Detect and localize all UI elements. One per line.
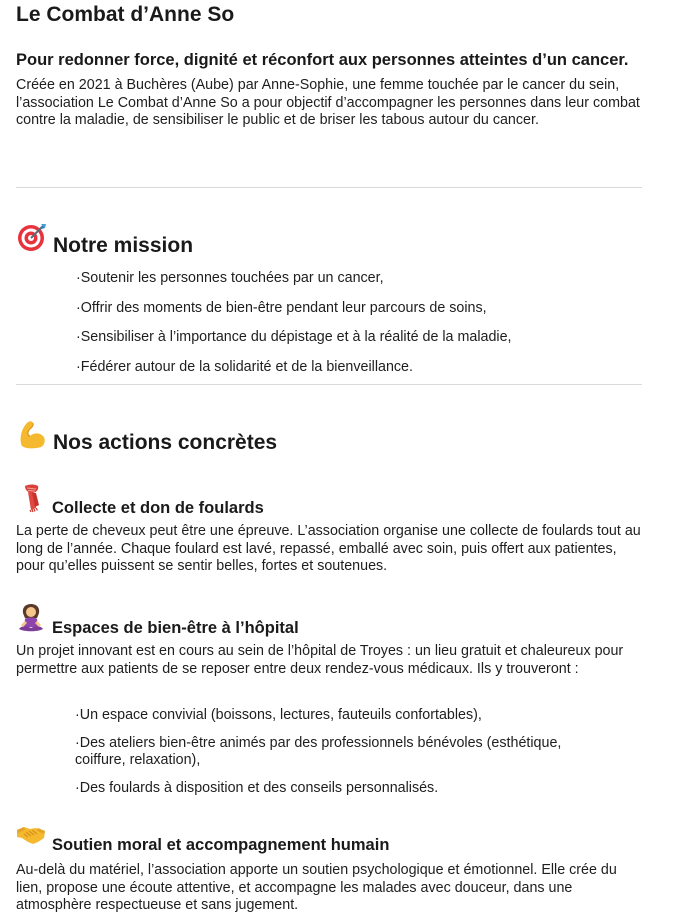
mission-title: Notre mission (53, 234, 194, 257)
flexed-biceps-icon (16, 418, 48, 450)
divider (16, 384, 642, 385)
scarves-heading (16, 489, 642, 519)
support-title: Soutien moral et accompagnement humain (52, 836, 390, 854)
person-in-lotus-position-icon (16, 603, 46, 633)
handshake-icon (16, 820, 46, 850)
mission-list (16, 270, 642, 388)
support-paragraph: Au-delà du matériel, l’association apporte un soutien psychologique et émotionnel. Elle crée du lien, propose une écoute attentive, et accompagne les malades avec douceur, dans une atmosphère respectueuse et sans jugement. (16, 862, 617, 913)
page-title: Le Combat d’Anne So (16, 3, 235, 26)
scarves-title: Collecte et don de foulards (52, 499, 264, 517)
wellbeing-list (16, 707, 642, 807)
list-item: · Des ateliers bien-être animés par des professionnels bénévoles (esthétique, coiffure, relaxation), (75, 735, 615, 770)
direct-hit-icon (16, 221, 48, 253)
list-item: · Sensibiliser à l’importance du dépistage et à la réalité de la maladie, (76, 329, 642, 347)
list-item: · Des foulards à disposition et des conseils personnalisés. (75, 780, 642, 798)
actions-heading (16, 424, 642, 456)
wellbeing-title: Espaces de bien-être à l’hôpital (52, 619, 299, 637)
list-item: · Un espace convivial (boissons, lectures, fauteuils confortables), (75, 707, 642, 725)
page-subtitle: Pour redonner force, dignité et réconfort aux personnes atteintes d’un cancer. (16, 51, 629, 69)
document-page (16, 0, 642, 913)
actions-title: Nos actions concrètes (53, 431, 278, 454)
scarves-paragraph: La perte de cheveux peut être une épreuve. L’association organise une collecte de foulards tout au long de l’année. Chaque foulard est lavé, repassé, emballé avec soin, puis offert aux patientes, pour qu’elles puissent se sentir belles, fortes et soutenues. (16, 523, 641, 574)
list-item: · Fédérer autour de la solidarité et de la bienveillance. (76, 359, 642, 377)
divider (16, 187, 642, 188)
list-item: · Offrir des moments de bien-être pendant leur parcours de soins, (76, 300, 642, 318)
support-heading (16, 826, 642, 856)
mission-heading (16, 227, 642, 259)
wellbeing-heading (16, 609, 642, 639)
scarf-icon (16, 483, 46, 513)
intro-paragraph: Créée en 2021 à Buchères (Aube) par Anne-Sophie, une femme touchée par le cancer du sein, l’association Le Combat d’Anne So a pour objectif d’accompagner les personnes dans leur combat contre la maladie, de sensibiliser le public et de briser les tabous autour du cancer. (16, 77, 640, 128)
list-item: · Soutenir les personnes touchées par un cancer, (76, 270, 642, 288)
wellbeing-paragraph: Un projet innovant est en cours au sein de l’hôpital de Troyes : un lieu gratuit et chaleureux pour permettre aux patients de se reposer entre deux rendez-vous médicaux. Ils y trouveront : (16, 643, 624, 677)
